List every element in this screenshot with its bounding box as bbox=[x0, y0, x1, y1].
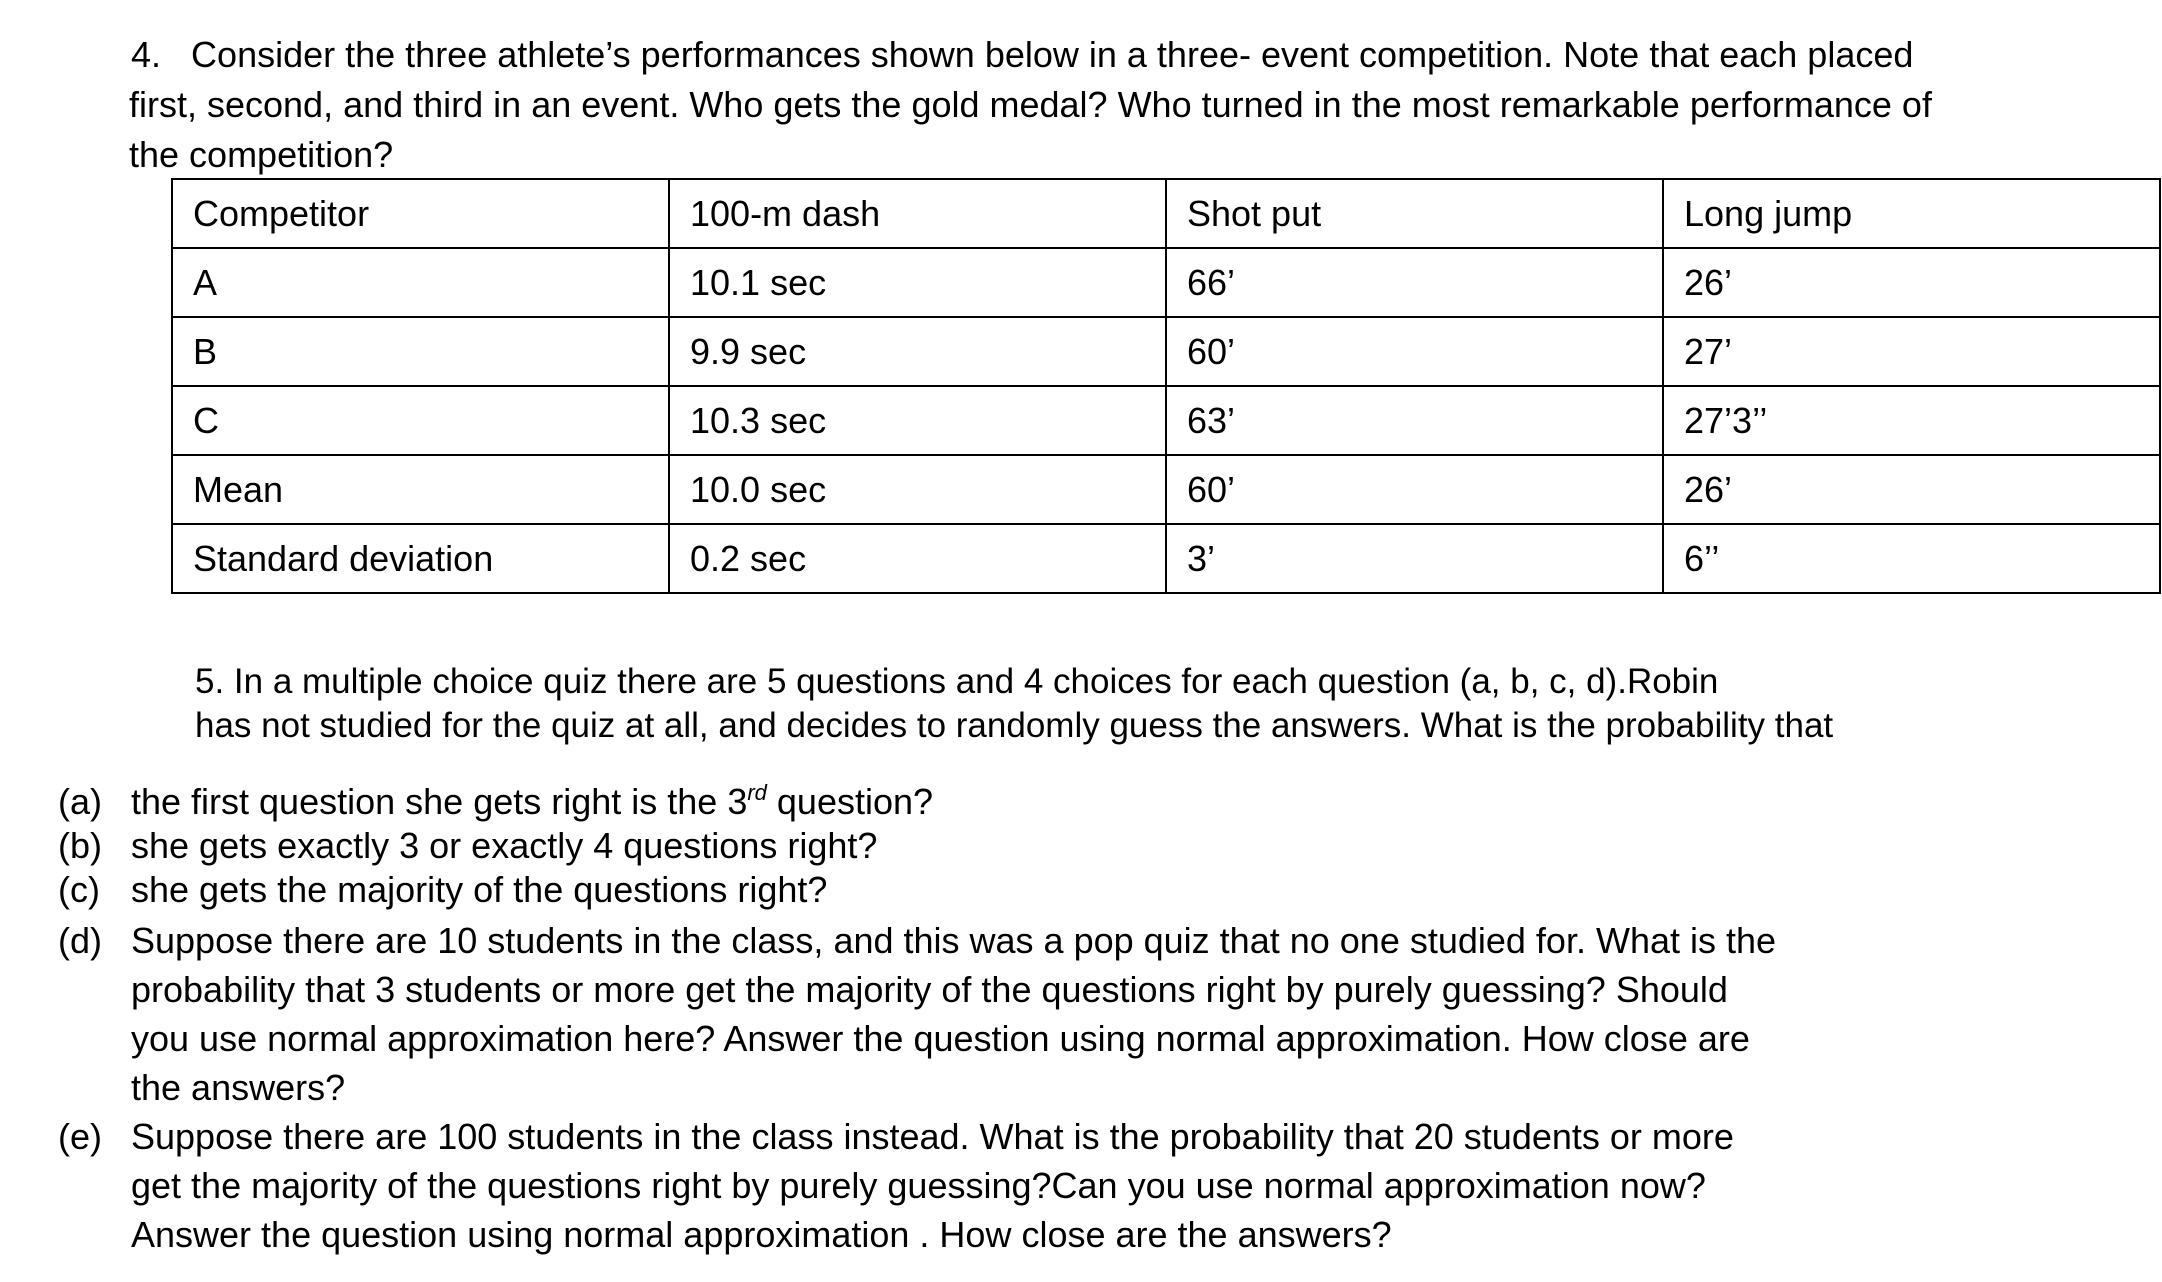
header-shot-put: Shot put bbox=[1166, 179, 1663, 248]
part-b bbox=[58, 824, 2118, 868]
table-row bbox=[172, 317, 2160, 386]
table-row bbox=[172, 248, 2160, 317]
table-row bbox=[172, 386, 2160, 455]
part-e-line-1: Suppose there are 100 students in the class instead. What is the probability that 20 students or more bbox=[131, 1116, 1734, 1157]
part-c-text: she gets the majority of the questions right? bbox=[131, 869, 828, 910]
question-4-text-1: Consider the three athlete’s performances shown below in a three- event competition. Note that each placed bbox=[191, 34, 1914, 75]
part-c-label: (c) bbox=[58, 869, 100, 910]
question-5-parts bbox=[58, 780, 2118, 1259]
table-cell: 27’ bbox=[1663, 317, 2160, 386]
part-a-superscript: rd bbox=[747, 780, 767, 805]
table-cell: 3’ bbox=[1166, 524, 1663, 593]
part-a-text-end: question? bbox=[766, 781, 934, 822]
table-cell: 27’3’’ bbox=[1663, 386, 2160, 455]
table-cell: 26’ bbox=[1663, 248, 2160, 317]
table-cell: Mean bbox=[172, 455, 669, 524]
question-5 bbox=[195, 660, 1945, 748]
table-cell: 6’’ bbox=[1663, 524, 2160, 593]
part-d-line-1: Suppose there are 10 students in the class, and this was a pop quiz that no one studied for. What is the bbox=[131, 920, 1777, 961]
header-competitor: Competitor bbox=[172, 179, 669, 248]
part-c bbox=[58, 868, 2118, 912]
table-cell: 66’ bbox=[1166, 248, 1663, 317]
part-a-text: the first question she gets right is the 3 bbox=[131, 781, 748, 822]
table-cell: B bbox=[172, 317, 669, 386]
table-cell: 63’ bbox=[1166, 386, 1663, 455]
question-4-line-1 bbox=[131, 30, 2011, 80]
table-cell: 10.0 sec bbox=[669, 455, 1166, 524]
part-a-label: (a) bbox=[58, 781, 102, 822]
table-cell: 60’ bbox=[1166, 317, 1663, 386]
part-d-line-4: the answers? bbox=[131, 1067, 346, 1108]
table-cell: Standard deviation bbox=[172, 524, 669, 593]
header-long-jump: Long jump bbox=[1663, 179, 2160, 248]
part-e bbox=[58, 1112, 2118, 1259]
part-b-text: she gets exactly 3 or exactly 4 questions right? bbox=[131, 825, 878, 866]
table-cell: A bbox=[172, 248, 669, 317]
header-100m-dash: 100-m dash bbox=[669, 179, 1166, 248]
question-4-line-2: first, second, and third in an event. Who gets the gold medal? Who turned in the most remarkable performance of bbox=[129, 84, 1932, 125]
question-4 bbox=[131, 30, 2011, 180]
part-e-line-3: Answer the question using normal approximation . How close are the answers? bbox=[131, 1214, 1392, 1255]
part-b-label: (b) bbox=[58, 825, 102, 866]
table-header-row bbox=[172, 179, 2160, 248]
table-row bbox=[172, 455, 2160, 524]
table-cell: 10.3 sec bbox=[669, 386, 1166, 455]
performance-table bbox=[171, 178, 2161, 594]
table-cell: 9.9 sec bbox=[669, 317, 1166, 386]
part-e-line-2: get the majority of the questions right by purely guessing?Can you use normal approximation now? bbox=[131, 1165, 1706, 1206]
table-cell: C bbox=[172, 386, 669, 455]
table-cell: 60’ bbox=[1166, 455, 1663, 524]
part-d-line-3: you use normal approximation here? Answer the question using normal approximation. How close are bbox=[131, 1018, 1750, 1059]
part-a bbox=[58, 780, 2118, 824]
part-d bbox=[58, 916, 2118, 1112]
table-row bbox=[172, 524, 2160, 593]
part-d-label: (d) bbox=[58, 920, 102, 961]
question-5-line-2: has not studied for the quiz at all, and decides to randomly guess the answers. What is the probability that bbox=[195, 706, 1834, 745]
part-d-line-2: probability that 3 students or more get the majority of the questions right by purely guessing? Should bbox=[131, 969, 1728, 1010]
table-cell: 10.1 sec bbox=[669, 248, 1166, 317]
question-4-line-3: the competition? bbox=[129, 134, 394, 175]
table-cell: 0.2 sec bbox=[669, 524, 1166, 593]
table-cell: 26’ bbox=[1663, 455, 2160, 524]
question-5-line-1: 5. In a multiple choice quiz there are 5 questions and 4 choices for each question (a, b, c, d).Robin bbox=[195, 662, 1719, 701]
question-4-number: 4. bbox=[131, 34, 162, 75]
part-e-label: (e) bbox=[58, 1116, 102, 1157]
